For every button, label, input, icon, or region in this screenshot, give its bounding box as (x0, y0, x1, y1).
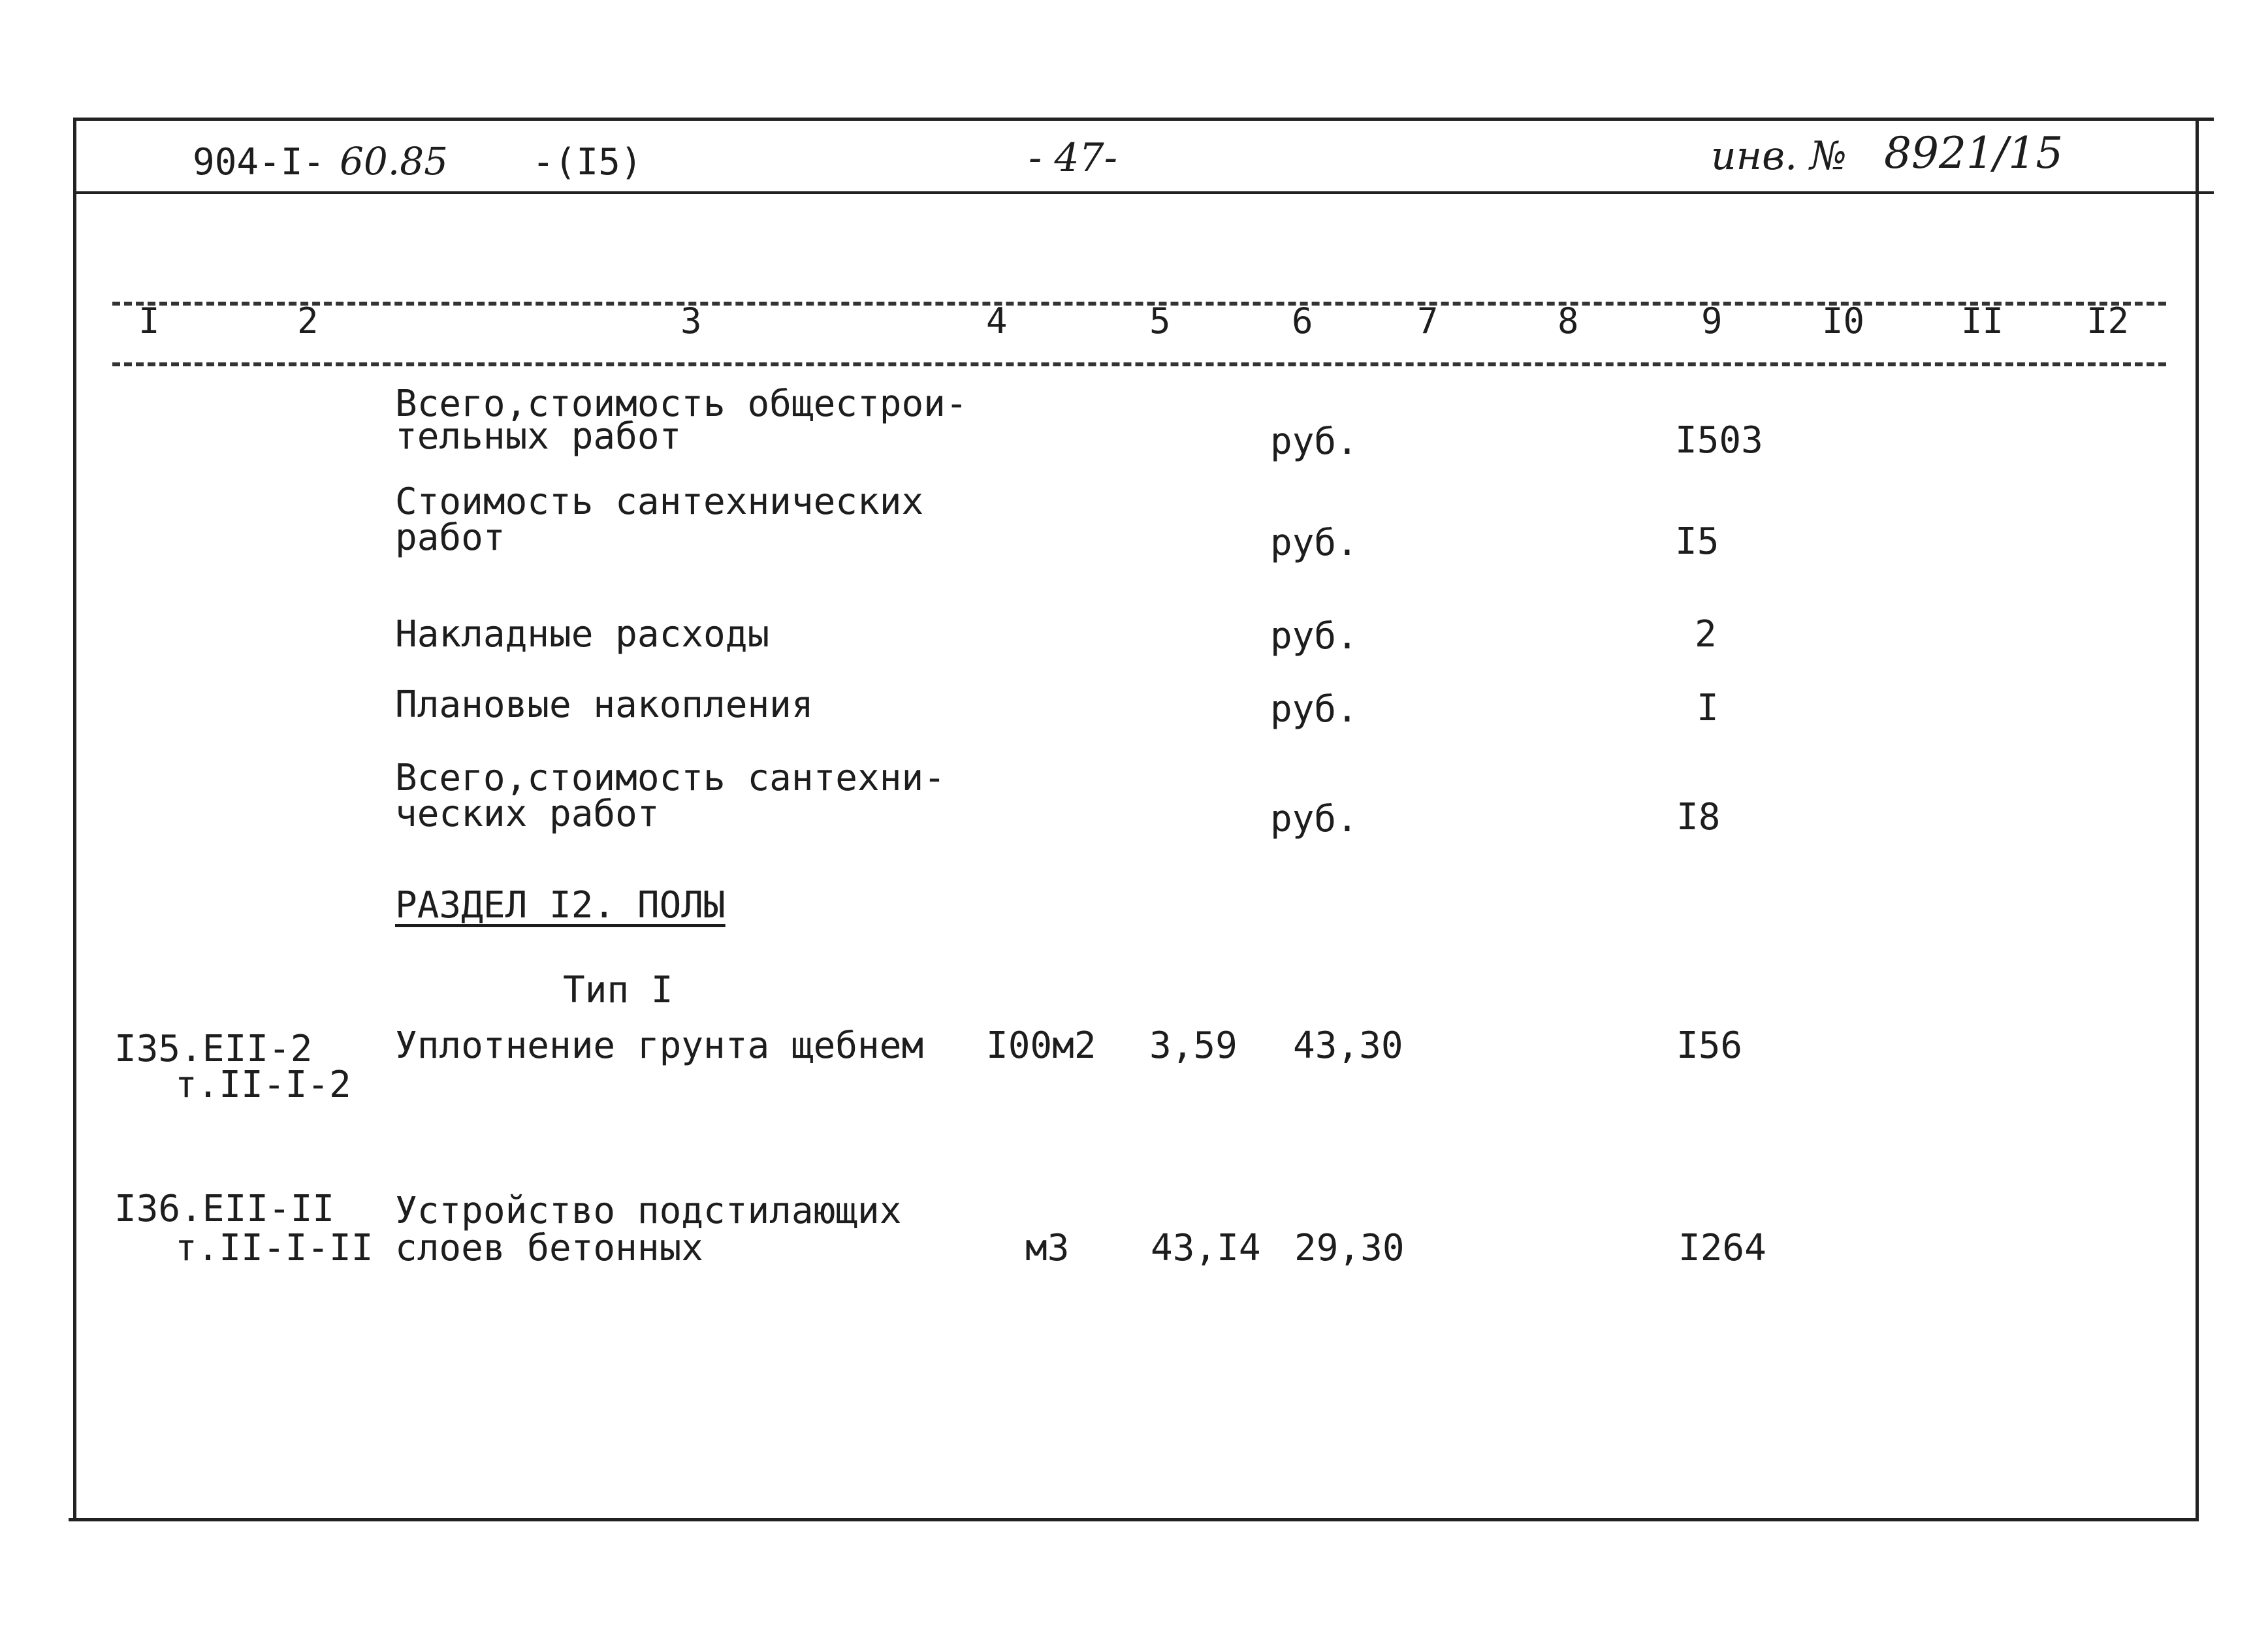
frame-right-border (2196, 118, 2199, 1521)
row-description: ческих работ (395, 793, 660, 835)
row-description: тельных работ (395, 415, 682, 458)
row-total: I (1697, 687, 1719, 729)
row-description: Накладные расходы (395, 613, 770, 656)
section-title: РАЗДЕЛ I2. ПОЛЫ (395, 884, 726, 927)
column-number: 2 (297, 300, 319, 341)
column-number: 7 (1417, 300, 1439, 341)
item-price: 29,30 (1294, 1227, 1405, 1269)
row-description: Всего,стоимость общестрои- (395, 383, 968, 425)
row-unit: руб. (1270, 421, 1358, 463)
column-number: I0 (1822, 300, 1865, 341)
item-code: I35.EII-2 (114, 1028, 313, 1070)
row-description: работ (395, 516, 505, 559)
item-name: Уплотнение грунта щебнем (395, 1024, 924, 1067)
item-total: I56 (1676, 1024, 1743, 1067)
row-total: I8 (1676, 796, 1721, 838)
column-number: 9 (1701, 300, 1723, 341)
frame-left-border (73, 118, 76, 1521)
item-unit: I00м2 (986, 1024, 1096, 1067)
item-name: Устройство подстилающих (395, 1190, 902, 1232)
item-code: т.II-I-II (175, 1227, 374, 1269)
row-unit: руб. (1270, 522, 1358, 564)
page-number: - 47- (1029, 135, 1117, 181)
column-number: 6 (1292, 300, 1313, 341)
column-number: 3 (680, 300, 702, 341)
column-number: 5 (1149, 300, 1171, 341)
inventory-number: 8921/15 (1884, 128, 2064, 178)
column-number: 8 (1557, 300, 1579, 341)
frame-top-border (75, 118, 2214, 121)
frame-bottom-border (69, 1518, 2199, 1521)
item-quantity: 3,59 (1149, 1024, 1238, 1067)
row-unit: руб. (1270, 798, 1358, 840)
row-total: 2 (1695, 613, 1717, 656)
frame-header-divider (75, 191, 2214, 194)
column-number: 4 (986, 300, 1008, 341)
row-total: I5 (1675, 520, 1719, 563)
column-header-bottom-rule (112, 362, 2166, 366)
item-code: I36.EII-II (114, 1188, 335, 1230)
row-unit: руб. (1270, 688, 1358, 731)
item-total: I264 (1678, 1227, 1766, 1269)
row-description: Плановые накопления (395, 684, 814, 726)
column-number: II (1961, 300, 2004, 341)
row-description: Стоимость сантехнических (395, 481, 924, 523)
row-unit: руб. (1270, 615, 1358, 658)
column-number: I (138, 300, 160, 341)
item-price: 43,30 (1293, 1024, 1403, 1067)
doc-code-handwritten: 60.85 (340, 139, 449, 183)
inventory-label: инв. № (1711, 133, 1847, 179)
item-quantity: 43,I4 (1151, 1227, 1261, 1269)
column-number: I2 (2086, 300, 2130, 341)
item-name: слоев бетонных (395, 1227, 704, 1269)
row-description: Всего,стоимость сантехни- (395, 757, 946, 799)
section-subtitle: Тип I (563, 969, 673, 1011)
item-code: т.II-I-2 (175, 1064, 351, 1106)
doc-code-prefix: 904-I- (193, 141, 325, 183)
item-unit: м3 (1025, 1227, 1070, 1269)
row-total: I503 (1675, 419, 1763, 462)
doc-code-suffix: -(I5) (532, 141, 643, 183)
